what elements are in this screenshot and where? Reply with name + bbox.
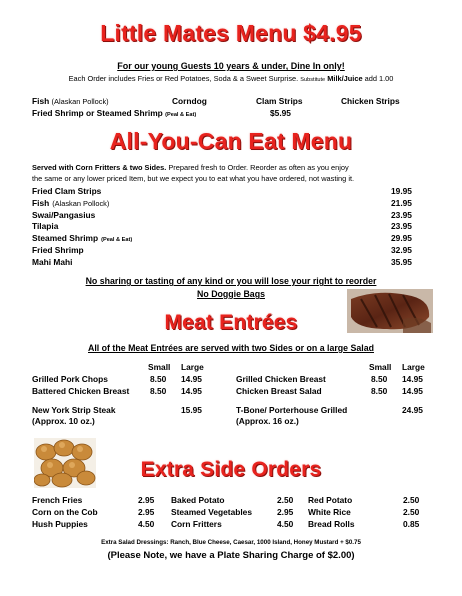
meat-item-small-price: 8.50	[371, 374, 388, 384]
side-item-price: 2.95	[138, 495, 155, 505]
side-item-price: 0.85	[403, 518, 420, 529]
meat-small-header-right: Small	[369, 362, 392, 372]
meat-large-header-right: Large	[402, 362, 425, 372]
ayce-item-name: Fish	[32, 197, 50, 208]
kids-note-text: Each Order includes Fries or Red Potatoes, Soda & a Sweet Surprise.	[68, 74, 299, 83]
ayce-item	[32, 186, 101, 196]
side-item-price: 4.50	[277, 518, 294, 529]
ayce-item	[32, 257, 72, 267]
kids-note-price: add 1.00	[364, 74, 394, 83]
ayce-item	[32, 245, 84, 255]
ny-strip-steak: New York Strip Steak	[32, 405, 116, 415]
kids-item-shrimp-price: $5.95	[270, 108, 291, 118]
meat-entrees-title: Meat Entrées	[164, 311, 298, 334]
kids-note-milk: Milk/Juice	[327, 74, 363, 83]
side-item-name: White Rice	[308, 506, 351, 517]
side-item-name: Bread Rolls	[308, 518, 355, 529]
meat-large-header-left: Large	[181, 362, 204, 372]
kids-item-chicken-strips: Chicken Strips	[341, 96, 400, 106]
ayce-item	[32, 198, 109, 208]
tbone-steak: T-Bone/ Porterhouse Grilled	[236, 405, 348, 415]
ayce-item-name: Fried Clam Strips	[32, 186, 102, 196]
meat-item-small-price: 8.50	[371, 385, 388, 396]
ayce-item-name: Steamed Shrimp	[32, 233, 99, 244]
ayce-item-name: Mahi Mahi	[32, 256, 73, 267]
ayce-item-price: 23.95	[391, 221, 412, 232]
kids-item-shrimp: Fried Shrimp or Steamed Shrimp (Peal & Eat)	[32, 108, 197, 118]
ayce-item-detail: (Peal & Eat)	[101, 237, 133, 244]
ayce-item-price: 21.95	[391, 197, 412, 208]
side-item-name: Steamed Vegetables	[171, 506, 252, 517]
plate-sharing-note: (Please Note, we have a Plate Sharing Charge of $2.00)	[107, 550, 355, 561]
side-item-price: 2.95	[277, 506, 294, 517]
ny-strip-steak-weight: (Approx. 10 oz.)	[32, 416, 95, 426]
no-sharing-warning: No sharing or tasting of any kind or you will lose your right to reorder	[85, 276, 377, 286]
kids-note-substitute: Substitute	[300, 77, 326, 83]
meat-item-large-price: 14.95	[181, 374, 202, 384]
ayce-item-detail: (Alaskan Pollock)	[52, 198, 110, 208]
ayce-item-price: 32.95	[391, 245, 412, 255]
side-item-price: 2.50	[403, 506, 420, 517]
side-item-price: 2.50	[403, 495, 420, 505]
meat-subtitle: All of the Meat Entrées are served with two Sides or on a large Salad	[88, 343, 374, 353]
ayce-item	[32, 210, 95, 220]
tbone-steak-weight: (Approx. 16 oz.)	[236, 416, 299, 426]
side-item-price: 2.95	[138, 506, 155, 517]
kids-note	[0, 74, 462, 83]
ayce-intro: Served with Corn Fritters & two Sides. Prepared fresh to Order. Reorder as often as you enjoy	[32, 163, 349, 172]
ayce-item-name: Tilapia	[32, 221, 59, 232]
meat-item-name: Grilled Chicken Breast	[236, 374, 326, 384]
salad-dressings-note: Extra Salad Dressings: Ranch, Blue Cheese, Caesar, 1000 Island, Honey Mustard + $0.75	[101, 539, 361, 546]
side-item-name: Corn Fritters	[171, 518, 222, 529]
no-doggie-bags: No Doggie Bags	[197, 289, 265, 299]
meat-item-name: Chicken Breast Salad	[236, 385, 322, 396]
kids-subtitle: For our young Guests 10 years & under, Dine In only!	[117, 61, 345, 71]
kids-menu-title: Little Mates Menu $4.95	[100, 20, 362, 46]
side-orders-title: Extra Side Orders	[140, 458, 322, 481]
meat-small-header-left: Small	[148, 362, 171, 372]
ayce-item	[32, 221, 58, 231]
meat-item-small-price: 8.50	[150, 385, 167, 396]
kids-item-clam-strips: Clam Strips	[256, 96, 303, 106]
side-item-name: Red Potato	[308, 495, 353, 505]
ayce-item-price: 29.95	[391, 233, 412, 244]
side-item-price: 2.50	[277, 495, 294, 505]
meat-item-small-price: 8.50	[150, 374, 167, 384]
ny-strip-steak-price: 15.95	[181, 405, 202, 415]
tbone-steak-price: 24.95	[402, 405, 423, 415]
ayce-item	[32, 233, 132, 243]
ayce-menu-title: All-You-Can Eat Menu	[109, 128, 353, 154]
side-item-name: French Fries	[32, 495, 83, 505]
side-item-price: 4.50	[138, 518, 155, 529]
ayce-item-price: 35.95	[391, 256, 412, 267]
side-item-name: Baked Potato	[171, 495, 225, 505]
meat-item-name: Grilled Pork Chops	[32, 374, 108, 384]
kids-item-fish: Fish (Alaskan Pollock)	[32, 96, 109, 106]
side-item-name: Hush Puppies	[32, 518, 88, 529]
ayce-item-name: Fried Shrimp	[32, 245, 84, 255]
ayce-item-price: 19.95	[391, 186, 412, 196]
meat-item-large-price: 14.95	[402, 385, 423, 396]
meat-item-large-price: 14.95	[402, 374, 423, 384]
meat-item-large-price: 14.95	[181, 385, 202, 396]
ayce-item-name: Swai/Pangasius	[32, 209, 96, 220]
kids-item-corndog: Corndog	[172, 96, 207, 106]
ayce-intro-line2: the same or any lower priced Item, but we expect you to eat what you have ordered, not wasting it.	[32, 174, 355, 183]
meat-item-name: Battered Chicken Breast	[32, 385, 130, 396]
ayce-item-price: 23.95	[391, 209, 412, 220]
side-item-name: Corn on the Cob	[32, 506, 98, 517]
